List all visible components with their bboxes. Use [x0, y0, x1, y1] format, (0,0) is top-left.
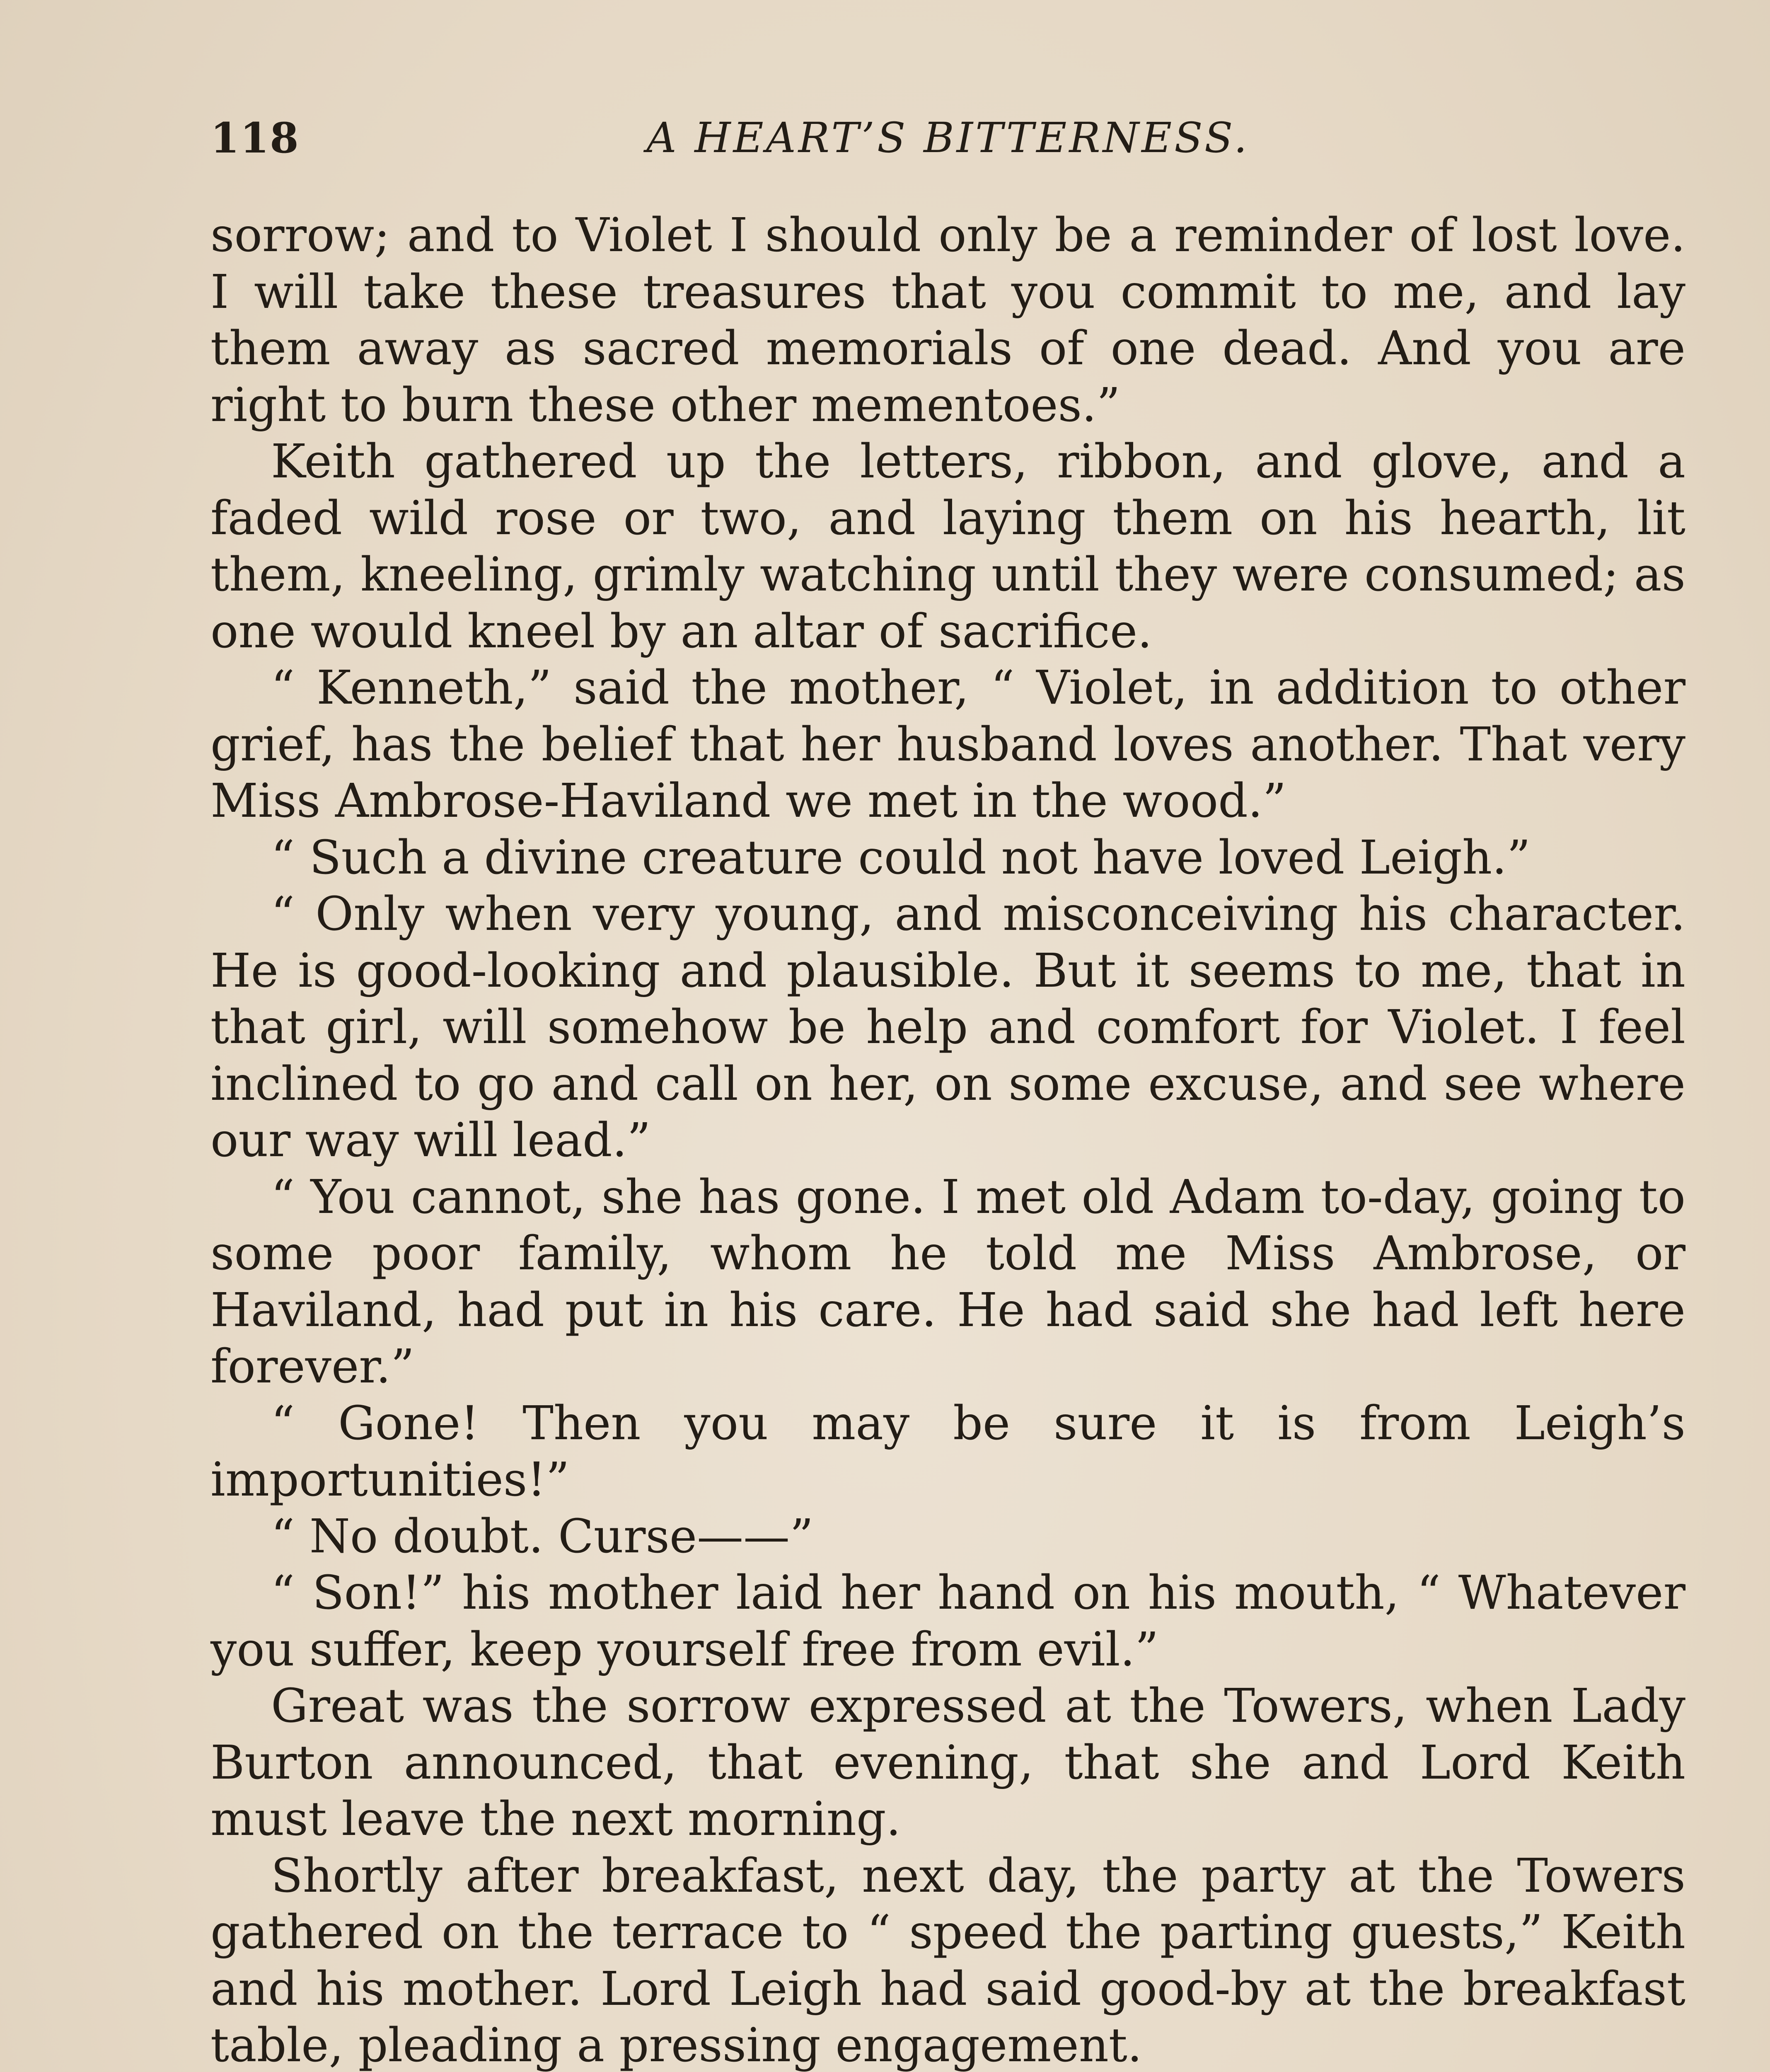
paragraph: sorrow; and to Violet I should only be a reminder of lost love. I will take these treasures that you commit to me, and lay them away as sacred memorials of one dead. And you are right to burn these other mementoes.”: [210, 208, 1685, 432]
paragraph: “ Only when very young, and misconceiving his character. He is good-looking and plausible. But it seems to me, that in that girl, will somehow be help and comfort for Violet. I feel inclined to go and call on her, on some excuse, and see where our way will lead.”: [210, 887, 1685, 1167]
paragraph: “ Such a divine creature could not have loved Leigh.”: [271, 830, 1531, 885]
paragraph: Shortly after breakfast, next day, the party at the Towers gathered on the terrace to “ speed the parting guests,” Keith and his mother. Lord Leigh had said good-by at the breakfast table, pleading a pressing engagement.: [210, 1849, 1685, 2072]
paragraph: “ Kenneth,” said the mother, “ Violet, in addition to other grief, has the belief that her husband loves another. That very Miss Ambrose-Haviland we met in the wood.”: [210, 661, 1685, 828]
paragraph: Keith gathered up the letters, ribbon, and glove, and a faded wild rose or two, and laying them on his hearth, lit them, kneeling, grimly watching until they were consumed; as one would kneel by an altar of sacrifice.: [210, 435, 1685, 658]
paragraph: “ Gone! Then you may be sure it is from Leigh’s importunities!”: [210, 1396, 1685, 1507]
paragraph: “ You cannot, she has gone. I met old Adam to-day, going to some poor family, whom he told me Miss Ambrose, or Haviland, had put in his care. He had said she had left here forever.”: [210, 1170, 1685, 1394]
paragraph: “ Son!” his mother laid her hand on his mouth, “ Whatever you suffer, keep yourself free from evil.”: [210, 1566, 1685, 1677]
paragraph: Great was the sorrow expressed at the Towers, when Lady Burton announced, that evening, that she and Lord Keith must leave the next morning.: [210, 1679, 1685, 1846]
running-title: A HEART’S BITTERNESS.: [646, 114, 1250, 162]
page-number: 118: [210, 114, 300, 162]
page-header: [210, 107, 1685, 169]
body-text: [210, 207, 1685, 2072]
paragraph: “ No doubt. Curse——”: [271, 1509, 814, 1564]
